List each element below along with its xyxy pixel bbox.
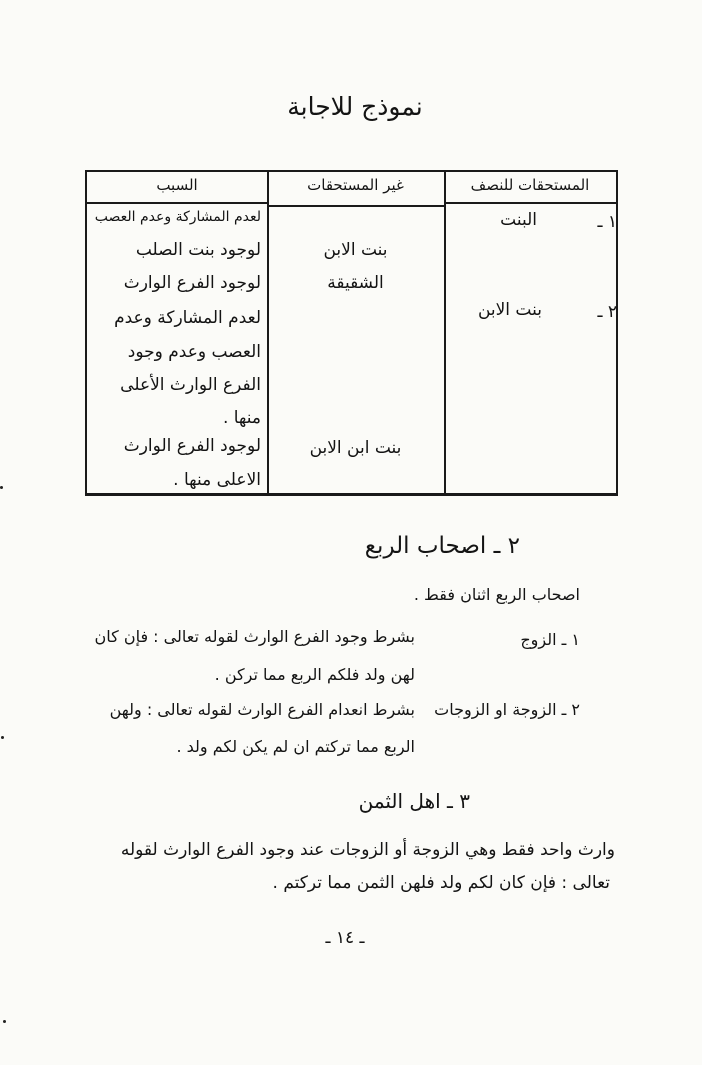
answer-table <box>85 170 618 496</box>
table-header-rule <box>444 202 616 204</box>
page-title: نموذج للاجابة <box>287 92 423 121</box>
reason-line: الاعلى منها . <box>173 470 261 490</box>
not-entitled-1: بنت الابن <box>323 240 388 260</box>
header-reason: السبب <box>156 176 198 194</box>
section3-line2: تعالى : فإن كان لكم ولد فلهن الثمن مما تركتم . <box>272 873 610 893</box>
reason-line: لوجود الفرع الوارث <box>123 273 261 293</box>
header-entitled-half: المستحقات للنصف <box>470 176 590 194</box>
page-number: ـ ١٤ ـ <box>325 928 365 948</box>
item1-text: بشرط وجود الفرع الوارث لقوله تعالى : فإن كان <box>94 627 415 646</box>
reason-line: لعدم المشاركة وعدم <box>114 308 261 328</box>
header-not-entitled: غير المستحقات <box>307 176 404 194</box>
table-header-rule <box>87 202 267 204</box>
row1-heir: البنت <box>500 210 537 230</box>
item1-label: ١ ـ الزوج <box>520 630 580 649</box>
reason-line: لعدم المشاركة وعدم العصب <box>94 209 261 225</box>
reason-line: العصب وعدم وجود <box>127 342 261 362</box>
section-intro: اصحاب الربع اثنان فقط . <box>413 585 580 604</box>
scan-speck <box>0 486 3 489</box>
row2-heir: بنت الابن <box>477 300 542 320</box>
not-entitled-3: بنت ابن الابن <box>309 438 402 458</box>
reason-line: الفرع الوارث الأعلى <box>120 375 261 395</box>
row2-number: ٢ ـ <box>597 302 617 322</box>
scan-speck <box>3 1020 6 1023</box>
section-heading-eighth: ٣ ـ اهل الثمن <box>358 789 470 813</box>
section3-line1: وارث واحد فقط وهي الزوجة أو الزوجات عند وجود الفرع الوارث لقوله <box>120 840 615 860</box>
section-heading-quarter: ٢ ـ اصحاب الربع <box>364 533 520 559</box>
reason-line: لوجود الفرع الوارث <box>123 436 261 456</box>
scan-speck <box>1 736 4 739</box>
row1-number: ١ ـ <box>597 212 617 232</box>
not-entitled-2: الشقيقة <box>327 273 384 293</box>
reason-line: منها . <box>222 408 261 428</box>
item1-continuation: لهن ولد فلكم الربع مما تركن . <box>214 665 415 684</box>
item2-continuation: الربع مما تركتم ان لم يكن لكم ولد . <box>176 737 415 756</box>
item2-text: بشرط انعدام الفرع الوارث لقوله تعالى : ولهن <box>109 700 415 719</box>
item2-label: ٢ ـ الزوجة او الزوجات <box>434 700 580 719</box>
table-divider <box>444 172 446 493</box>
table-header-rule <box>267 205 444 207</box>
reason-line: لوجود بنت الصلب <box>135 240 261 260</box>
